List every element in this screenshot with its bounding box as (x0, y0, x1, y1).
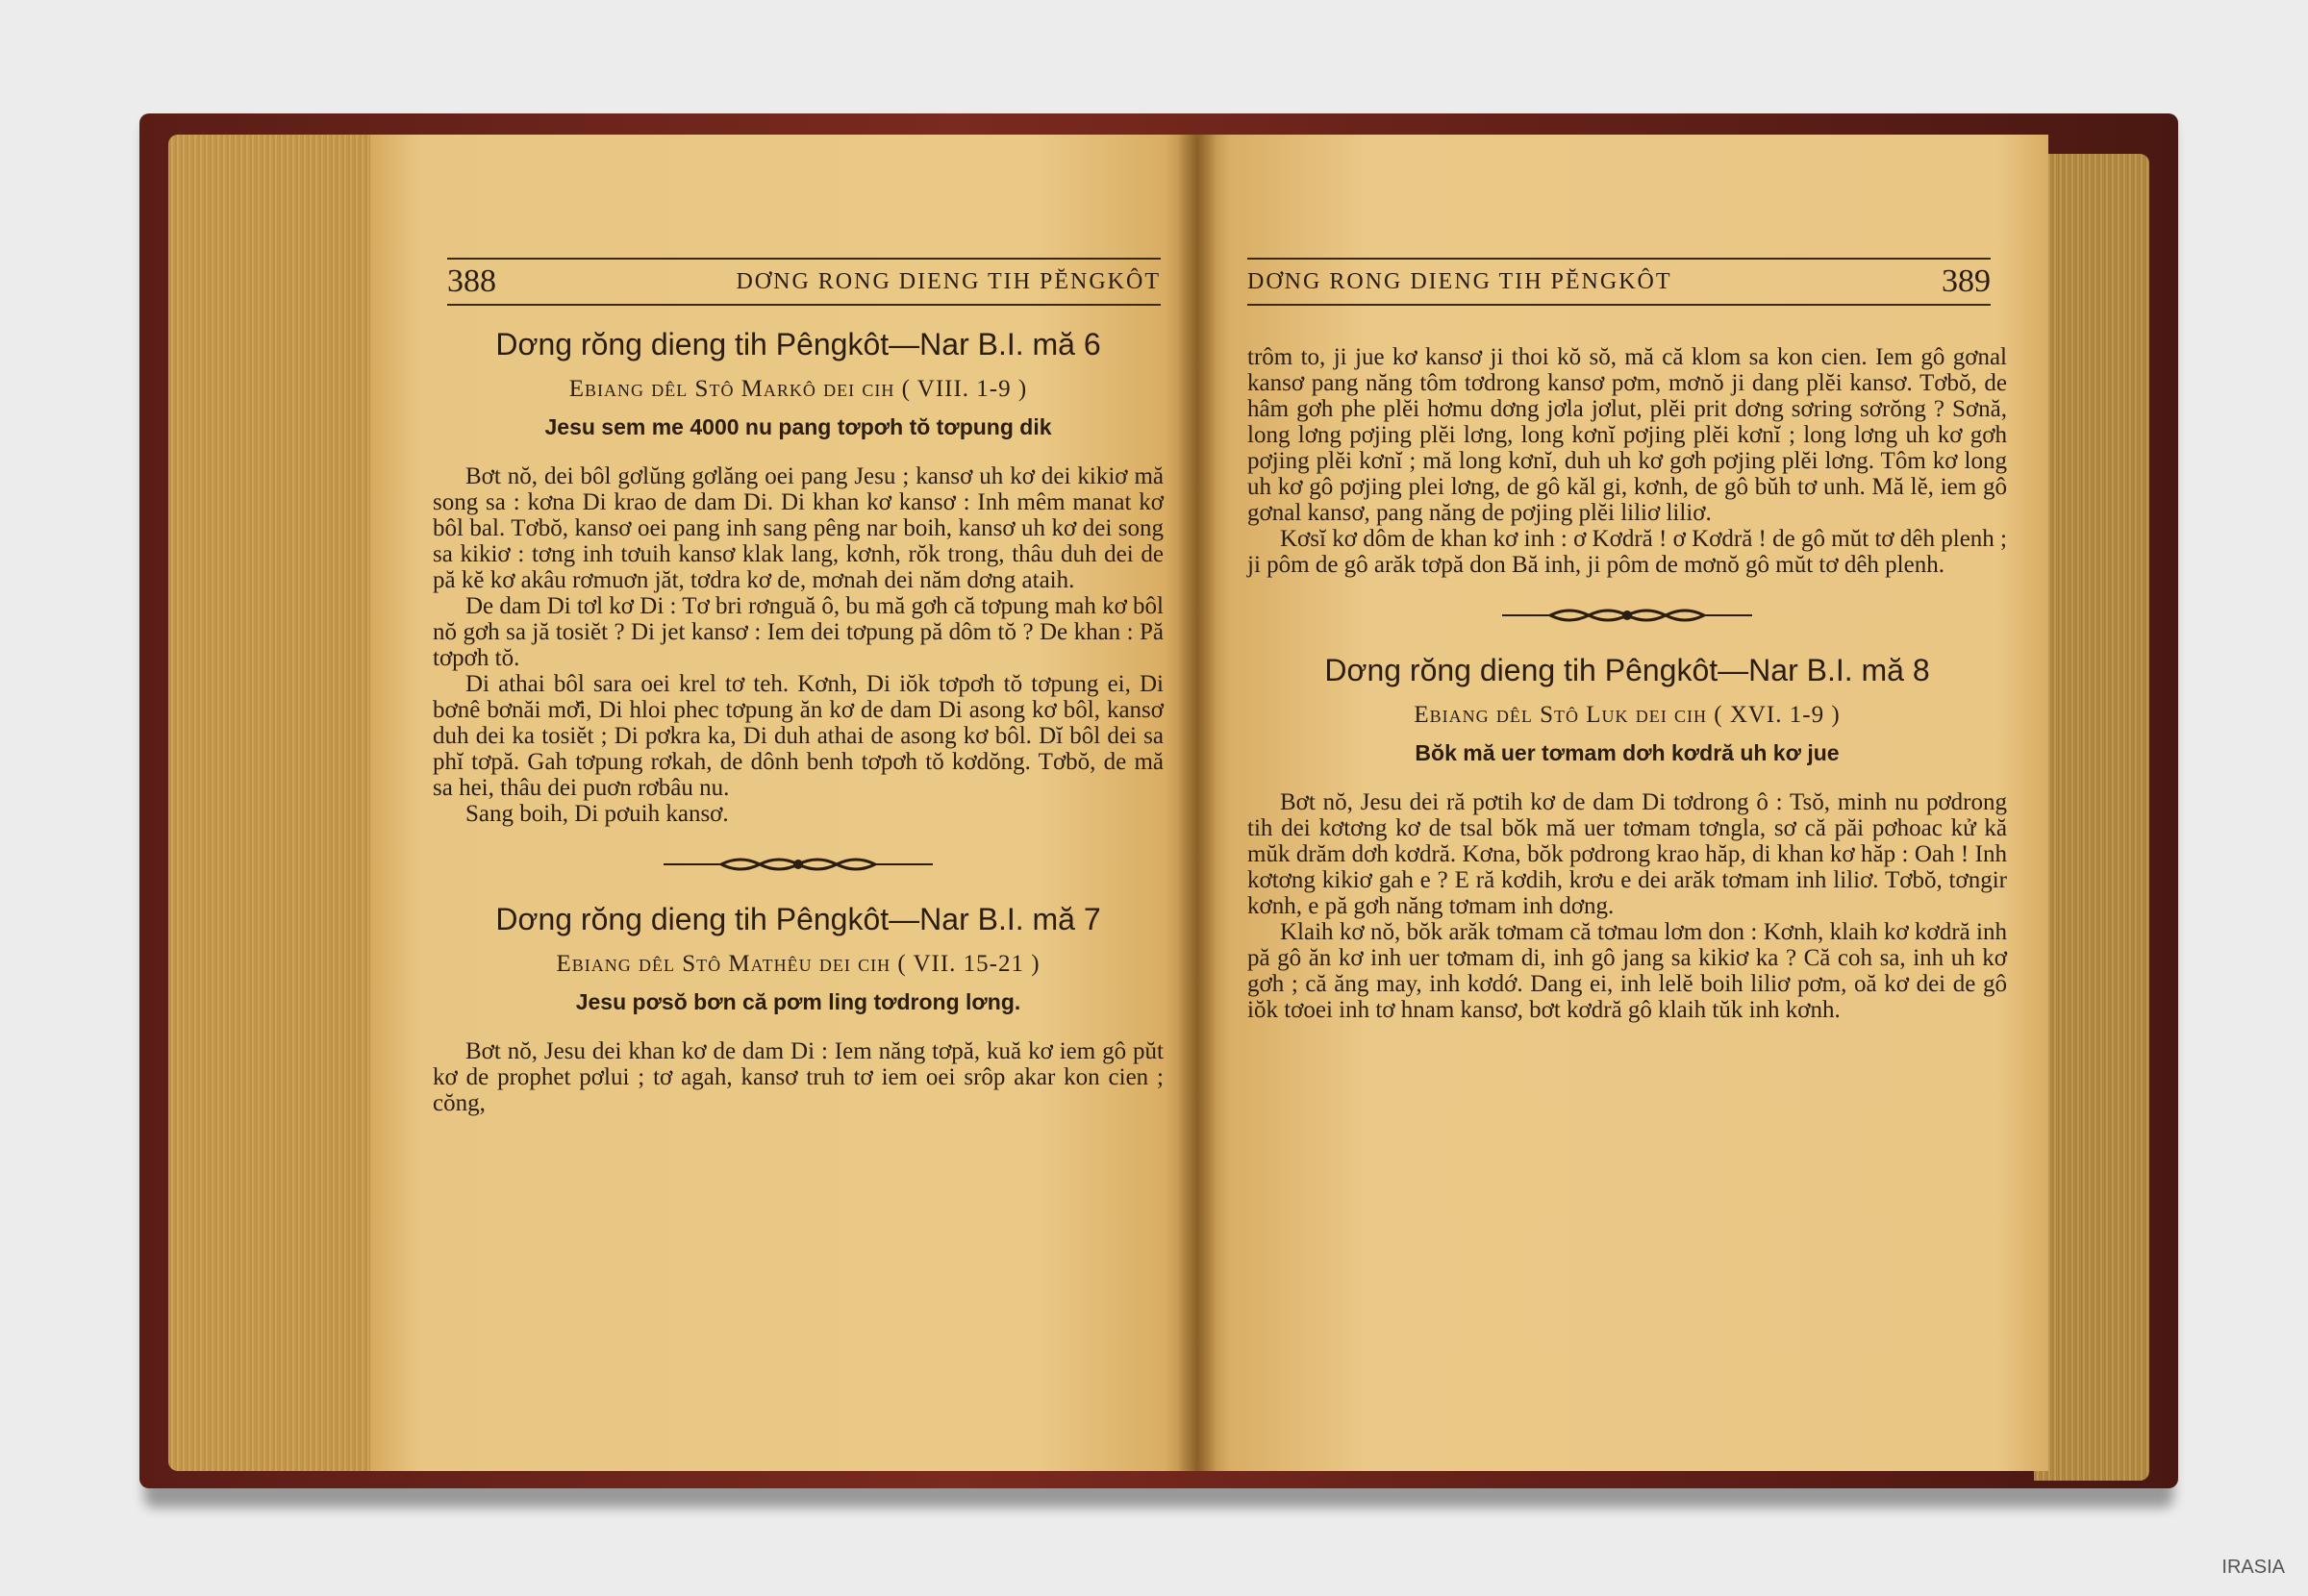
paragraph: Bơt nŏ, Jesu dei ră pơtih kơ de dam Di tơdrong ô : Tsŏ, minh nu pơdrong tih dei kơtơng kơ de tsal bŏk mă uer tơmam tơngla, sơ că păi pơhoac kử kă mŭk drăm dơh kơdră. Kơna, bŏk pơdrong krao hăp, di khan kơ hăp : Oah ! Inh kơtơng kikiơ gah e ? E ră kơdih, krơu e dei arăk tơmam inh liliơ. Tơbŏ, tơngir kơnh, e pă gơh năng tơmam inh dơng. (1247, 789, 2007, 919)
running-head: DƠNG RONG DIENG TIH PĔNGKÔT (1247, 268, 1672, 294)
section-source: Ebiang dêl Stô Luk dei cih ( XVI. 1-9 ) (1414, 702, 1841, 728)
left-page-content (433, 327, 1164, 1116)
section-source: Ebiang dêl Stô Mathêu dei cih ( VII. 15-21 ) (556, 951, 1041, 977)
paragraph: Bơt nŏ, Jesu dei khan kơ de dam Di : Iem năng tơpă, kuă kơ iem gô pŭt kơ de prophet pơlui ; tơ agah, kansơ truh tơ iem oei srôp akar kon cien ; cŏng, (433, 1038, 1164, 1116)
page-number: 389 (1942, 263, 1991, 299)
paragraph: Bơt nŏ, dei bôl gơlŭng gơlăng oei pang Jesu ; kansơ uh kơ dei kikiơ mă song sa : kơna Di krao de dam Di. Di khan kơ kansơ : Inh mêm manat kơ bôl bal. Tơbŏ, kansơ oei pang inh sang pêng nar boih, kansơ uh kơ dei song sa kikiơ : tơng inh tơuih kansơ klak lang, kơnh, rŏk trong, thâu duh dei de pă kĕ kơ akâu rơmuơn jăt, tơdra kơ de, mơnah dei năm dơng ataih. (433, 463, 1164, 593)
paragraph: Klaih kơ nŏ, bŏk arăk tơmam că tơmau lơm don : Kơnh, klaih kơ kơdră inh pă gô ăn kơ inh uer tơmam di, inh gô jang sa kikiơ ka ? Că coh sa, inh uh kơ gơh ; că ăng may, inh kơdớ. Dang ei, inh lelĕ boih liliơ pơm, oă kơ dei de gô iŏk tơoei inh tơ hnam kansơ, bơt kơdră gô klaih tŭk inh kơnh. (1247, 919, 2007, 1023)
running-head: DƠNG RONG DIENG TIH PĔNGKÔT (736, 268, 1161, 294)
right-page-content (1247, 344, 2007, 1023)
right-page-header (1247, 258, 1991, 306)
left-page-header (447, 258, 1161, 306)
ornament-divider (1502, 605, 1752, 626)
ornament-divider (664, 854, 933, 875)
left-page-edges (168, 135, 380, 1471)
book-gutter (1178, 135, 1217, 1471)
section-subtitle: Jesu sem me 4000 nu pang tơpơh tŏ tơpung dik (544, 414, 1052, 439)
left-page (370, 135, 1197, 1471)
paragraph: Sang boih, Di pơuih kansơ. (465, 801, 729, 827)
page-number: 388 (447, 263, 496, 299)
section-source: Ebiang dêl Stô Markô dei cih ( VIII. 1-9 ) (568, 376, 1028, 402)
paragraph: trôm to, ji jue kơ kansơ ji thoi kŏ sŏ, mă că klom sa kon cien. Iem gô gơnal kansơ pang năng tôm tơdrong kansơ pơm, mơnŏ ji dang plĕi kansơ. Tơbŏ, de hâm gơh phe plĕi hơmu dơng jơla jơlut, plĕi prit dơng sơring sơrŏng ? Sơnă, long lơng pơjing plĕi lơng, long kơnĭ pơjing plĕi kơnĭ ; long lơng uh kơ gơh pơjing plĕi kơnĭ ; mă long kơnĭ, duh uh kơ gơh pơjing plĕi lơng. Tôm kơ long uh kơ gô pơjing plei lơng, de gô kăl gi, kơnh, de gô bŭh tơ unh. Mă lĕ, iem gô gơnal kansơ, pang năng de pơjing plĕi liliơ liliơ. (1247, 344, 2007, 526)
paragraph: De dam Di tơl kơ Di : Tơ bri rơnguă ô, bu mă gơh că tơpung mah kơ bôl nŏ gơh sa jă tosiĕt ? Di jet kansơ : Iem dei tơpung pă dôm tŏ ? De khan : Pă tơpơh tŏ. (433, 593, 1165, 671)
section-title: Dơng rŏng dieng tih Pêngkôt—Nar B.I. mă 7 (495, 902, 1101, 936)
section-subtitle: Jesu pơsŏ bơn că pơm ling tơdrong lơng. (575, 989, 1021, 1014)
paragraph: Di athai bôl sara oei krel tơ teh. Kơnh, Di iŏk tơpơh tŏ tơpung ei, Di bơnê bơnăi mơ̆i, Di hloi phec tơpung ăn kơ de dam Di asong kơ bôl, kansơ duh dei ka tosiĕt ; Di pơkra ka, Di duh athai de asong kơ bôl. Dĭ bôl dei sa phĭ tơpă. Gah tơpung rơkah, de dônh benh tơpơh tŏ kơdŏng. Tơbŏ, de mă sa hei, thâu dei puơn rơbâu nu. (433, 671, 1164, 801)
section-title: Dơng rŏng dieng tih Pêngkôt—Nar B.I. mă 8 (1324, 653, 1930, 687)
watermark: IRASIA (2221, 1557, 2285, 1578)
section-subtitle: Bŏk mă uer tơmam dơh kơdră uh kơ jue (1415, 740, 1840, 765)
right-page-edges (2034, 154, 2149, 1481)
paragraph: Kơsĭ kơ dôm de khan kơ inh : ơ Kơdră ! ơ Kơdră ! de gô mŭt tơ dêh plenh ; ji pôm de gô arăk tơpă don Bă inh, ji pôm de mơnŏ gô mŭt tơ dêh plenh. (1247, 526, 2007, 578)
section-title: Dơng rŏng dieng tih Pêngkôt—Nar B.I. mă 6 (495, 327, 1101, 362)
right-page (1197, 135, 2048, 1471)
